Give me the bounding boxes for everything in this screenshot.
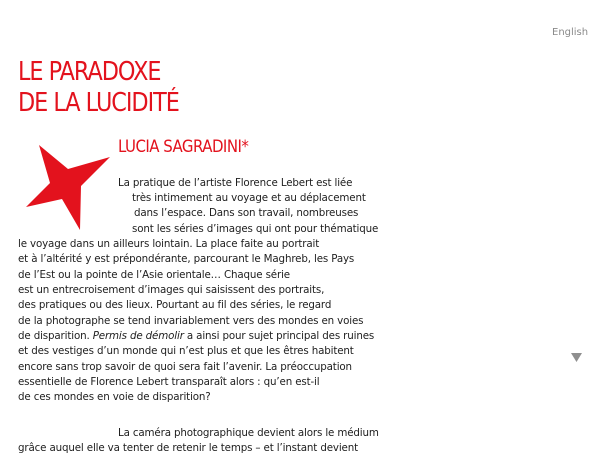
body-line: encore sans trop savoir de quoi sera fait l’avenir. La préoccupation	[18, 361, 352, 373]
body-line	[18, 329, 374, 344]
body-line: et à l’altérité y est prépondérante, parcourant le Maghreb, les Pays	[18, 253, 355, 265]
body-line: dans l’espace. Dans son travail, nombreuses	[134, 207, 359, 219]
body-text-segment: de disparition.	[18, 330, 93, 342]
body-text-segment: a ainsi pour sujet principal des ruines	[183, 330, 375, 342]
body-line: essentielle de Florence Lebert transparaît alors : qu’en est-il	[18, 376, 320, 388]
body-line: et des vestiges d’un monde qui n’est plus et que les êtres habitent	[18, 345, 354, 357]
red-star-icon	[24, 141, 112, 232]
body-line: des pratiques ou des lieux. Pourtant au fil des séries, le regard	[18, 299, 332, 311]
body-line: La caméra photographique devient alors le médium	[118, 427, 379, 439]
body-line: très intimement au voyage et au déplacement	[132, 192, 366, 204]
author-name: LUCIA SAGRADINI*	[118, 137, 249, 157]
body-line: de ces mondes en voie de disparition?	[18, 391, 211, 403]
title-line-1: LE PARADOXE	[18, 57, 161, 87]
language-switch-link[interactable]: English	[552, 27, 589, 38]
body-line: La pratique de l’artiste Florence Lebert est liée	[118, 177, 353, 189]
body-line: est un entrecroisement d’images qui saisissent des portraits,	[18, 284, 325, 296]
title-line-2: DE LA LUCIDITÉ	[18, 88, 179, 118]
body-line: de la photographe se tend invariablement vers des mondes en voies	[18, 315, 364, 327]
body-line: grâce auquel elle va tenter de retenir le temps – et l’instant devient	[18, 442, 358, 454]
body-line: le voyage dans un ailleurs lointain. La place faite au portrait	[18, 238, 320, 250]
body-line: de l’Est ou la pointe de l’Asie orientale… Chaque série	[18, 269, 290, 281]
body-line: sont les séries d’images qui ont pour thématique	[132, 223, 379, 235]
down-triangle-icon[interactable]	[571, 353, 582, 362]
article-title	[18, 57, 179, 119]
artwork-title: Permis de démolir	[92, 330, 184, 342]
